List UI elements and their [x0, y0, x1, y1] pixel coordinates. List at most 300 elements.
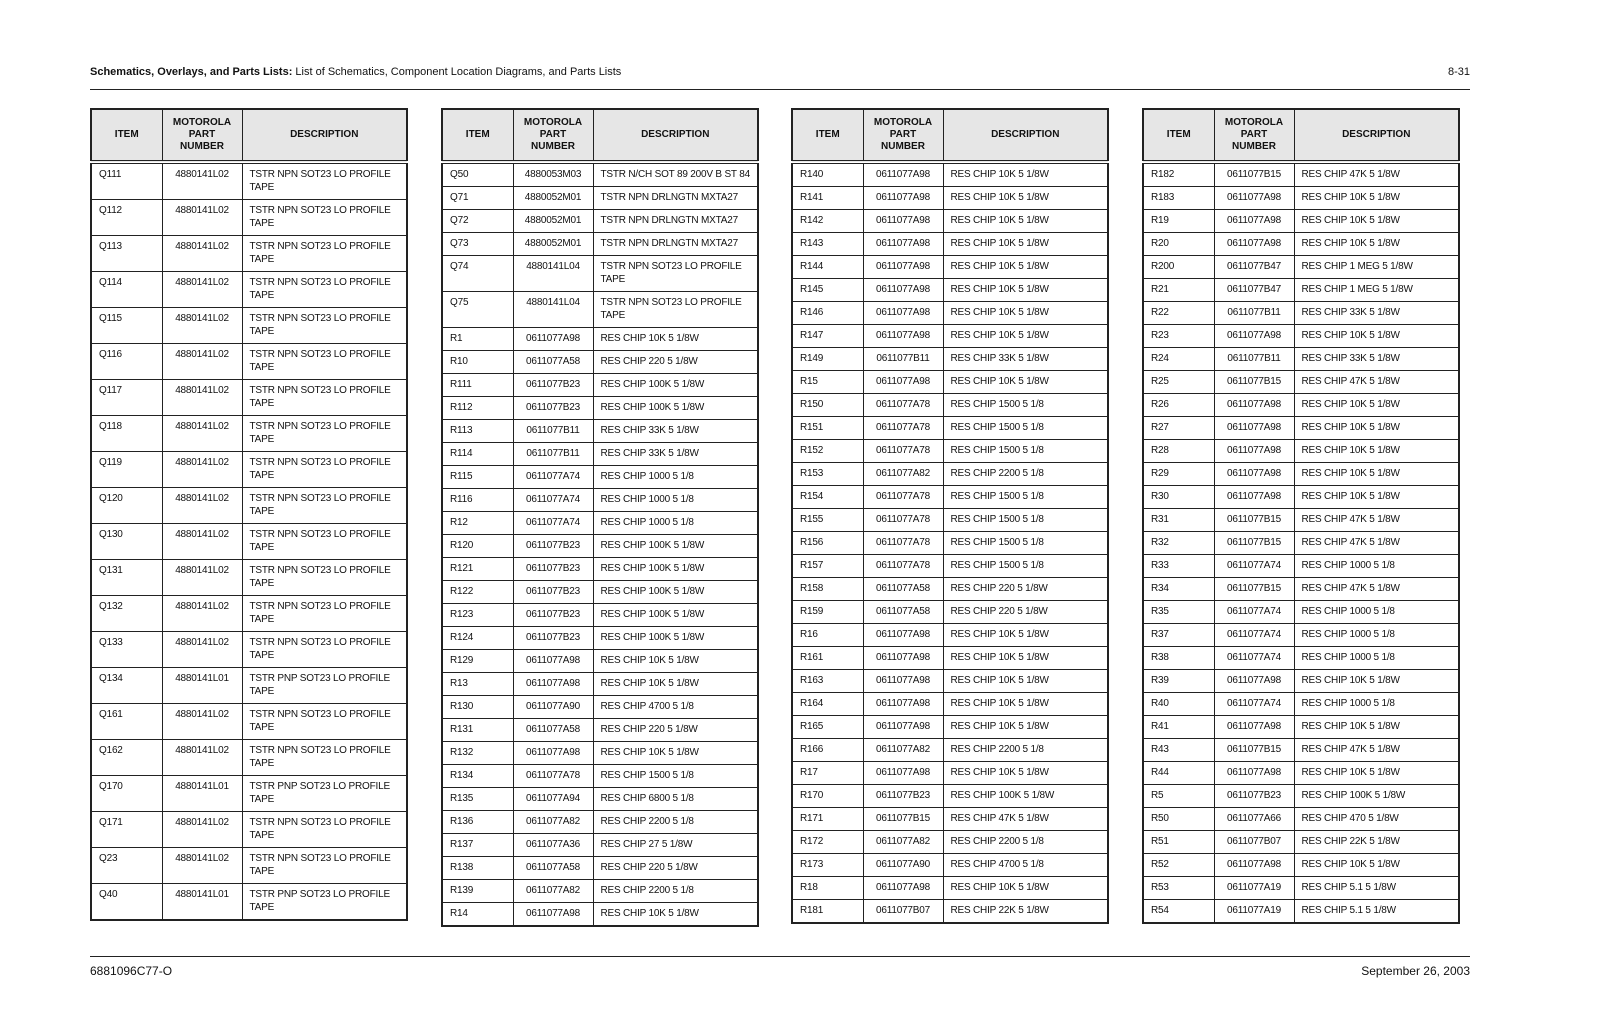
description-cell: RES CHIP 220 5 1/8W — [593, 719, 758, 742]
part-number-cell: 0611077A98 — [863, 187, 943, 210]
part-number-cell: 4880141L02 — [162, 272, 242, 308]
part-number-cell: 4880141L02 — [162, 812, 242, 848]
table-row — [442, 512, 758, 535]
description-cell: TSTR NPN SOT23 LO PROFILE TAPE — [242, 162, 407, 200]
item-cell: R1 — [442, 328, 513, 351]
item-cell: R163 — [792, 670, 863, 693]
description-cell: RES CHIP 47K 5 1/8W — [1294, 162, 1459, 187]
description-cell: RES CHIP 10K 5 1/8W — [593, 328, 758, 351]
part-number-cell: 0611077A74 — [513, 489, 593, 512]
item-cell: Q118 — [91, 416, 162, 452]
item-cell: Q170 — [91, 776, 162, 812]
table-row — [1143, 647, 1459, 670]
part-number-cell: 0611077A98 — [863, 256, 943, 279]
item-cell: R114 — [442, 443, 513, 466]
part-number-cell: 0611077A98 — [863, 210, 943, 233]
item-cell: R33 — [1143, 555, 1214, 578]
description-cell: TSTR NPN SOT23 LO PROFILE TAPE — [242, 740, 407, 776]
description-cell: RES CHIP 47K 5 1/8W — [1294, 578, 1459, 601]
description-cell: RES CHIP 10K 5 1/8W — [943, 716, 1108, 739]
table-row — [792, 302, 1108, 325]
part-header-line: PART — [188, 129, 216, 140]
part-number-cell: 0611077A74 — [1214, 647, 1294, 670]
item-cell: R136 — [442, 811, 513, 834]
table-row — [1143, 785, 1459, 808]
description-cell: TSTR NPN DRLNGTN MXTA27 — [593, 210, 758, 233]
description-cell: RES CHIP 10K 5 1/8W — [1294, 854, 1459, 877]
item-cell: R170 — [792, 785, 863, 808]
part-number-cell: 0611077A36 — [513, 834, 593, 857]
table-row — [1143, 187, 1459, 210]
item-cell: Q74 — [442, 256, 513, 292]
part-number-cell: 0611077A58 — [863, 601, 943, 624]
item-cell: Q75 — [442, 292, 513, 328]
description-cell: RES CHIP 4700 5 1/8 — [593, 696, 758, 719]
item-cell: Q132 — [91, 596, 162, 632]
table-row — [792, 739, 1108, 762]
item-cell: Q130 — [91, 524, 162, 560]
description-cell: TSTR NPN SOT23 LO PROFILE TAPE — [242, 560, 407, 596]
part-number-cell: 0611077A98 — [863, 325, 943, 348]
table-row — [442, 292, 758, 328]
description-cell: RES CHIP 100K 5 1/8W — [593, 581, 758, 604]
table-row — [442, 811, 758, 834]
table-row — [792, 417, 1108, 440]
part-number-cell: 0611077B15 — [1214, 739, 1294, 762]
item-cell: R120 — [442, 535, 513, 558]
item-cell: R17 — [792, 762, 863, 785]
column-header-description: DESCRIPTION — [242, 109, 407, 162]
part-number-cell: 0611077A78 — [863, 440, 943, 463]
table-header-row — [1143, 109, 1459, 162]
header-section-title: Schematics, Overlays, and Parts Lists: — [90, 66, 293, 78]
part-number-cell: 0611077A98 — [1214, 670, 1294, 693]
part-header-line: MOTOROLA — [172, 117, 232, 128]
description-cell: TSTR PNP SOT23 LO PROFILE TAPE — [242, 668, 407, 704]
description-cell: RES CHIP 1000 5 1/8 — [1294, 693, 1459, 716]
description-cell: RES CHIP 1500 5 1/8 — [943, 532, 1108, 555]
item-cell: Q117 — [91, 380, 162, 416]
description-cell: RES CHIP 4700 5 1/8 — [943, 854, 1108, 877]
table-row — [792, 371, 1108, 394]
item-cell: R115 — [442, 466, 513, 489]
description-cell: RES CHIP 47K 5 1/8W — [943, 808, 1108, 831]
item-cell: R18 — [792, 877, 863, 900]
part-number-cell: 0611077B23 — [1214, 785, 1294, 808]
table-row — [442, 374, 758, 397]
table-row — [91, 704, 407, 740]
part-number-cell: 0611077A78 — [863, 486, 943, 509]
part-number-cell: 0611077A98 — [513, 903, 593, 927]
table-row — [792, 624, 1108, 647]
table-row — [792, 279, 1108, 302]
part-number-cell: 4880052M01 — [513, 210, 593, 233]
table-row — [1143, 440, 1459, 463]
parts-table-2 — [441, 108, 759, 927]
description-cell: TSTR NPN SOT23 LO PROFILE TAPE — [242, 200, 407, 236]
table-row — [1143, 302, 1459, 325]
description-cell: RES CHIP 2200 5 1/8 — [943, 739, 1108, 762]
table-row — [1143, 486, 1459, 509]
item-cell: R53 — [1143, 877, 1214, 900]
item-cell: R142 — [792, 210, 863, 233]
description-cell: RES CHIP 33K 5 1/8W — [593, 443, 758, 466]
table-row — [1143, 417, 1459, 440]
table-row — [1143, 624, 1459, 647]
part-number-cell: 0611077B23 — [513, 627, 593, 650]
description-cell: RES CHIP 10K 5 1/8W — [943, 302, 1108, 325]
column-header-description: DESCRIPTION — [1294, 109, 1459, 162]
description-cell: RES CHIP 1000 5 1/8 — [593, 489, 758, 512]
table-row — [442, 788, 758, 811]
description-cell: TSTR N/CH SOT 89 200V B ST 84 — [593, 162, 758, 187]
table-row — [1143, 394, 1459, 417]
parts-table-3 — [791, 108, 1109, 924]
description-cell: RES CHIP 1500 5 1/8 — [943, 555, 1108, 578]
table-row — [442, 535, 758, 558]
description-cell: TSTR NPN SOT23 LO PROFILE TAPE — [593, 256, 758, 292]
table-row — [442, 466, 758, 489]
part-number-cell: 0611077B15 — [1214, 371, 1294, 394]
table-row — [91, 596, 407, 632]
part-number-cell: 0611077A66 — [1214, 808, 1294, 831]
table-row — [442, 673, 758, 696]
description-cell: RES CHIP 10K 5 1/8W — [943, 624, 1108, 647]
table-row — [91, 344, 407, 380]
table-row — [792, 256, 1108, 279]
part-number-cell: 0611077A58 — [513, 857, 593, 880]
description-cell: TSTR NPN SOT23 LO PROFILE TAPE — [242, 812, 407, 848]
description-cell: RES CHIP 220 5 1/8W — [943, 578, 1108, 601]
table-row — [1143, 739, 1459, 762]
part-number-cell: 0611077B15 — [863, 808, 943, 831]
description-cell: RES CHIP 1000 5 1/8 — [1294, 624, 1459, 647]
part-number-cell: 0611077A98 — [863, 371, 943, 394]
item-cell: Q161 — [91, 704, 162, 740]
table-row — [1143, 279, 1459, 302]
item-cell: R27 — [1143, 417, 1214, 440]
part-number-cell: 0611077A94 — [513, 788, 593, 811]
part-number-cell: 0611077A78 — [863, 394, 943, 417]
table-row — [1143, 762, 1459, 785]
item-cell: R183 — [1143, 187, 1214, 210]
description-cell: RES CHIP 1000 5 1/8 — [1294, 601, 1459, 624]
part-number-cell: 0611077A78 — [863, 532, 943, 555]
description-cell: RES CHIP 10K 5 1/8W — [1294, 394, 1459, 417]
table-row — [442, 604, 758, 627]
description-cell: RES CHIP 220 5 1/8W — [943, 601, 1108, 624]
item-cell: R38 — [1143, 647, 1214, 670]
description-cell: RES CHIP 2200 5 1/8 — [593, 880, 758, 903]
item-cell: R22 — [1143, 302, 1214, 325]
description-cell: TSTR NPN SOT23 LO PROFILE TAPE — [593, 292, 758, 328]
item-cell: R135 — [442, 788, 513, 811]
item-cell: R54 — [1143, 900, 1214, 924]
description-cell: RES CHIP 1000 5 1/8 — [593, 512, 758, 535]
description-cell: RES CHIP 2200 5 1/8 — [943, 831, 1108, 854]
part-number-cell: 0611077A82 — [863, 463, 943, 486]
part-number-cell: 0611077B47 — [1214, 256, 1294, 279]
part-number-cell: 4880141L02 — [162, 704, 242, 740]
description-cell: RES CHIP 47K 5 1/8W — [1294, 509, 1459, 532]
part-number-cell: 0611077B11 — [863, 348, 943, 371]
table-row — [442, 162, 758, 187]
part-number-cell: 0611077A78 — [863, 555, 943, 578]
part-number-cell: 0611077A98 — [1214, 233, 1294, 256]
item-cell: Q112 — [91, 200, 162, 236]
table-row — [91, 308, 407, 344]
item-cell: R146 — [792, 302, 863, 325]
column-header-item: ITEM — [442, 109, 513, 162]
part-number-cell: 0611077A98 — [1214, 716, 1294, 739]
description-cell: TSTR NPN SOT23 LO PROFILE TAPE — [242, 452, 407, 488]
part-number-cell: 0611077A98 — [1214, 187, 1294, 210]
part-number-cell: 0611077B23 — [513, 581, 593, 604]
item-cell: R116 — [442, 489, 513, 512]
table-row — [442, 351, 758, 374]
item-cell: R111 — [442, 374, 513, 397]
part-number-cell: 4880141L02 — [162, 740, 242, 776]
table-row — [442, 719, 758, 742]
description-cell: RES CHIP 100K 5 1/8W — [943, 785, 1108, 808]
part-number-cell: 0611077A19 — [1214, 900, 1294, 924]
document-number: 6881096C77-O — [90, 964, 173, 978]
item-cell: R121 — [442, 558, 513, 581]
part-number-cell: 0611077A78 — [863, 417, 943, 440]
table-row — [1143, 532, 1459, 555]
description-cell: TSTR NPN SOT23 LO PROFILE TAPE — [242, 524, 407, 560]
description-cell: RES CHIP 2200 5 1/8 — [943, 463, 1108, 486]
header-divider — [90, 89, 1470, 90]
item-cell: R156 — [792, 532, 863, 555]
description-cell: RES CHIP 10K 5 1/8W — [943, 233, 1108, 256]
item-cell: R200 — [1143, 256, 1214, 279]
table-row — [792, 486, 1108, 509]
table-row — [792, 325, 1108, 348]
part-number-cell: 0611077A98 — [1214, 325, 1294, 348]
table-row — [792, 162, 1108, 187]
table-header-row — [442, 109, 758, 162]
column-header-part-number — [863, 109, 943, 162]
part-number-cell: 0611077A98 — [513, 650, 593, 673]
description-cell: RES CHIP 10K 5 1/8W — [593, 742, 758, 765]
part-header-line: PART — [889, 129, 917, 140]
item-cell: Q131 — [91, 560, 162, 596]
description-cell: RES CHIP 220 5 1/8W — [593, 351, 758, 374]
description-cell: RES CHIP 1000 5 1/8 — [1294, 555, 1459, 578]
description-cell: RES CHIP 10K 5 1/8W — [1294, 486, 1459, 509]
table-header-row — [91, 109, 407, 162]
part-number-cell: 0611077A98 — [1214, 440, 1294, 463]
item-cell: R16 — [792, 624, 863, 647]
item-cell: R44 — [1143, 762, 1214, 785]
item-cell: R12 — [442, 512, 513, 535]
item-cell: R155 — [792, 509, 863, 532]
item-cell: R124 — [442, 627, 513, 650]
description-cell: RES CHIP 10K 5 1/8W — [1294, 325, 1459, 348]
item-cell: R140 — [792, 162, 863, 187]
table-row — [1143, 162, 1459, 187]
item-cell: R139 — [442, 880, 513, 903]
part-number-cell: 4880141L01 — [162, 884, 242, 921]
table-row — [91, 884, 407, 921]
description-cell: RES CHIP 10K 5 1/8W — [1294, 463, 1459, 486]
table-row — [442, 765, 758, 788]
description-cell: RES CHIP 22K 5 1/8W — [943, 900, 1108, 924]
item-cell: R153 — [792, 463, 863, 486]
description-cell: RES CHIP 2200 5 1/8 — [593, 811, 758, 834]
table-row — [91, 848, 407, 884]
item-cell: R52 — [1143, 854, 1214, 877]
item-cell: R165 — [792, 716, 863, 739]
description-cell: RES CHIP 10K 5 1/8W — [943, 670, 1108, 693]
item-cell: R144 — [792, 256, 863, 279]
part-number-cell: 0611077A90 — [863, 854, 943, 877]
item-cell: R131 — [442, 719, 513, 742]
table-row — [792, 509, 1108, 532]
table-row — [1143, 900, 1459, 924]
description-cell: RES CHIP 5.1 5 1/8W — [1294, 900, 1459, 924]
part-number-cell: 4880141L02 — [162, 524, 242, 560]
part-number-cell: 0611077A78 — [513, 765, 593, 788]
part-number-cell: 0611077A98 — [1214, 417, 1294, 440]
item-cell: R149 — [792, 348, 863, 371]
item-cell: R145 — [792, 279, 863, 302]
part-header-line: NUMBER — [1232, 141, 1276, 152]
description-cell: RES CHIP 10K 5 1/8W — [1294, 187, 1459, 210]
table-row — [442, 187, 758, 210]
part-header-line: NUMBER — [531, 141, 575, 152]
item-cell: R161 — [792, 647, 863, 670]
column-header-item: ITEM — [792, 109, 863, 162]
table-row — [91, 416, 407, 452]
part-number-cell: 0611077A98 — [1214, 486, 1294, 509]
table-row — [91, 162, 407, 200]
parts-table-1 — [90, 108, 408, 921]
description-cell: RES CHIP 10K 5 1/8W — [1294, 762, 1459, 785]
table-row — [442, 880, 758, 903]
part-number-cell: 0611077B23 — [513, 558, 593, 581]
item-cell: R172 — [792, 831, 863, 854]
description-cell: TSTR NPN SOT23 LO PROFILE TAPE — [242, 596, 407, 632]
item-cell: R130 — [442, 696, 513, 719]
item-cell: R26 — [1143, 394, 1214, 417]
description-cell: TSTR NPN SOT23 LO PROFILE TAPE — [242, 308, 407, 344]
part-header-line: NUMBER — [180, 141, 224, 152]
part-number-cell: 0611077A19 — [1214, 877, 1294, 900]
publication-date: September 26, 2003 — [1361, 964, 1470, 978]
description-cell: TSTR NPN SOT23 LO PROFILE TAPE — [242, 344, 407, 380]
item-cell: R134 — [442, 765, 513, 788]
table-row — [442, 489, 758, 512]
table-row — [1143, 877, 1459, 900]
table-row — [91, 668, 407, 704]
table-row — [792, 831, 1108, 854]
item-cell: R34 — [1143, 578, 1214, 601]
part-number-cell: 0611077A58 — [863, 578, 943, 601]
part-number-cell: 4880141L02 — [162, 380, 242, 416]
description-cell: RES CHIP 1500 5 1/8 — [943, 509, 1108, 532]
part-number-cell: 0611077A74 — [1214, 693, 1294, 716]
part-header-line: PART — [1240, 129, 1268, 140]
description-cell: RES CHIP 47K 5 1/8W — [1294, 371, 1459, 394]
description-cell: RES CHIP 10K 5 1/8W — [1294, 716, 1459, 739]
part-number-cell: 4880141L02 — [162, 848, 242, 884]
item-cell: Q50 — [442, 162, 513, 187]
item-cell: Q119 — [91, 452, 162, 488]
part-number-cell: 0611077A98 — [1214, 463, 1294, 486]
table-row — [1143, 555, 1459, 578]
table-row — [792, 785, 1108, 808]
part-number-cell: 0611077A98 — [863, 716, 943, 739]
part-number-cell: 0611077B23 — [863, 785, 943, 808]
table-row — [792, 670, 1108, 693]
table-row — [1143, 348, 1459, 371]
item-cell: R28 — [1143, 440, 1214, 463]
item-cell: R152 — [792, 440, 863, 463]
table-row — [442, 742, 758, 765]
description-cell: RES CHIP 10K 5 1/8W — [943, 693, 1108, 716]
table-row — [792, 578, 1108, 601]
item-cell: R150 — [792, 394, 863, 417]
description-cell: TSTR PNP SOT23 LO PROFILE TAPE — [242, 776, 407, 812]
part-number-cell: 4880141L02 — [162, 596, 242, 632]
part-header-line: NUMBER — [881, 141, 925, 152]
part-number-cell: 0611077A98 — [1214, 854, 1294, 877]
table-row — [1143, 831, 1459, 854]
table-row — [1143, 256, 1459, 279]
item-cell: R5 — [1143, 785, 1214, 808]
description-cell: RES CHIP 100K 5 1/8W — [593, 627, 758, 650]
table-row — [1143, 210, 1459, 233]
table-row — [91, 740, 407, 776]
column-header-part-number — [1214, 109, 1294, 162]
item-cell: R30 — [1143, 486, 1214, 509]
table-row — [792, 394, 1108, 417]
description-cell: TSTR NPN SOT23 LO PROFILE TAPE — [242, 380, 407, 416]
item-cell: R23 — [1143, 325, 1214, 348]
description-cell: TSTR NPN SOT23 LO PROFILE TAPE — [242, 236, 407, 272]
table-row — [792, 808, 1108, 831]
table-row — [442, 834, 758, 857]
part-number-cell: 4880052M01 — [513, 187, 593, 210]
item-cell: R159 — [792, 601, 863, 624]
item-cell: R37 — [1143, 624, 1214, 647]
part-number-cell: 0611077A98 — [513, 742, 593, 765]
part-number-cell: 0611077A90 — [513, 696, 593, 719]
table-row — [442, 627, 758, 650]
item-cell: Q114 — [91, 272, 162, 308]
part-header-line: PART — [539, 129, 567, 140]
item-cell: R154 — [792, 486, 863, 509]
part-number-cell: 0611077B47 — [1214, 279, 1294, 302]
table-row — [442, 650, 758, 673]
item-cell: R137 — [442, 834, 513, 857]
item-cell: Q134 — [91, 668, 162, 704]
part-number-cell: 0611077B11 — [513, 420, 593, 443]
part-number-cell: 0611077A82 — [513, 880, 593, 903]
part-number-cell: 0611077A74 — [1214, 601, 1294, 624]
description-cell: RES CHIP 10K 5 1/8W — [943, 325, 1108, 348]
item-cell: Q111 — [91, 162, 162, 200]
table-row — [91, 632, 407, 668]
item-cell: R35 — [1143, 601, 1214, 624]
item-cell: R182 — [1143, 162, 1214, 187]
table-row — [1143, 670, 1459, 693]
part-number-cell: 0611077A82 — [863, 739, 943, 762]
description-cell: RES CHIP 220 5 1/8W — [593, 857, 758, 880]
part-number-cell: 0611077B15 — [1214, 509, 1294, 532]
